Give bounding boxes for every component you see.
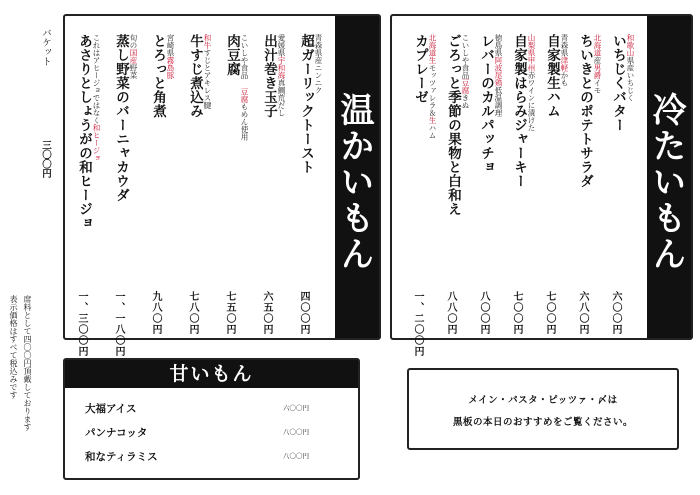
menu-item-price: 六五〇円: [261, 291, 272, 335]
menu-item-name: いちじくバター: [610, 34, 626, 132]
menu-item-name: 自家製生ハム: [544, 34, 560, 118]
menu-item-name: ごろっと季節の果物と白和え: [445, 34, 461, 216]
sweet-item-name: 大福アイス: [85, 403, 137, 415]
menu-item-name: レバーのカルパッチョ: [478, 34, 494, 174]
menu-item-name: 出汁巻き玉子: [261, 34, 277, 118]
menu-item-price: 七八〇円: [187, 291, 198, 335]
sweet-item-price: 八〇〇円: [283, 452, 309, 460]
menu-item-price: 七〇〇円: [511, 291, 522, 335]
cold-menu-panel: [390, 14, 693, 357]
menu-item-price: 九八〇円: [150, 291, 161, 335]
sweet-item: [85, 425, 338, 441]
menu-item-price: 七〇〇円: [544, 291, 555, 335]
menu-item-name: あさりとしょうがの和ヒージョ: [76, 34, 92, 230]
sweet-menu-panel: [63, 358, 360, 480]
sweet-item-name: パンナコッタ: [85, 427, 148, 439]
menu-item-name: 超ガーリックトースト: [298, 34, 314, 174]
menu-item-price: 七五〇円: [224, 291, 235, 335]
menu-item-price: 四〇〇円: [298, 291, 309, 335]
board-notice-line1: メイン・パスタ・ピッツァ・〆は: [468, 395, 618, 406]
menu-item-price: 八八〇円: [445, 291, 456, 335]
menu-item-name: カプレーゼ: [412, 34, 428, 104]
menu-item-note: 宮崎県霧島豚: [166, 34, 175, 79]
menu-item-note: 北海道生モッツァレラ＆生ハム: [428, 34, 437, 139]
menu-item-price: 六八〇円: [577, 291, 588, 335]
board-notice-line2: 黒板の本日のおすすめをご覧ください。: [452, 417, 634, 428]
menu-item-note: 徳島県阿波尾鶏低温調理: [494, 34, 503, 117]
baguette-price: 三〇〇円: [40, 140, 51, 178]
hot-menu-title: 温かいもん: [335, 16, 379, 338]
menu-item-name: とろっと角煮: [150, 34, 166, 118]
board-notice: [407, 368, 679, 450]
sweet-menu-title: 甘いもん: [65, 360, 358, 388]
menu-item-price: 一、三〇〇円: [76, 291, 87, 357]
menu-item-note: これはアヒージョではなく和ヒージョ: [92, 34, 101, 162]
footnote-seat-charge: 席料として四〇〇円頂戴しております: [23, 295, 32, 431]
menu-item-note: 青森県津軽かも: [560, 34, 569, 87]
menu-item-price: 六〇〇円: [610, 291, 621, 335]
sweet-item-price: 八〇〇円: [283, 428, 309, 436]
menu-item-note: 山梨県甲州赤ワインに漬けた: [527, 34, 536, 132]
menu-item-note: 北海道産男爵イモ: [593, 34, 602, 94]
menu-item-note: 和牛すじとアキレス腱: [203, 34, 212, 109]
menu-item-price: 八〇〇円: [478, 291, 489, 335]
footnote-tax-included: 表示価格はすべて税込みです: [9, 295, 18, 399]
menu-item-name: 肉豆腐: [224, 34, 240, 76]
cold-menu-title: 冷たいもん: [647, 16, 691, 338]
menu-item-price: 一、一八〇円: [113, 291, 124, 357]
baguette-label: バケット: [40, 28, 51, 66]
sweet-item: [85, 449, 338, 465]
menu-item-name: 自家製はらみジャーキー: [511, 34, 527, 188]
menu-item-name: ちいきとのポテトサラダ: [577, 34, 593, 188]
sweet-item-price: 六〇〇円: [283, 404, 309, 412]
hot-menu-panel: [63, 14, 381, 357]
menu-item-name: 牛すじ煮込み: [187, 34, 203, 118]
menu-item-note: 旬の国産野菜: [129, 34, 138, 79]
menu-item-note: 青森県産ニンニク: [314, 34, 323, 94]
menu-item-note: こいしや食品豆腐きぬ: [461, 34, 470, 109]
sweet-item-name: 和なティラミス: [85, 451, 158, 463]
menu-item-note: 和歌山県産いちじく: [626, 34, 635, 102]
menu-item-note: 愛媛県宇和海真鯛荒だし: [277, 34, 286, 117]
sweet-item: [85, 401, 338, 417]
menu-item-price: 一、二〇〇円: [412, 291, 423, 357]
menu-item-note: こいしや食品 豆腐もめん使用: [240, 34, 249, 141]
menu-item-name: 蒸し野菜のバーニャカウダ: [113, 34, 129, 202]
